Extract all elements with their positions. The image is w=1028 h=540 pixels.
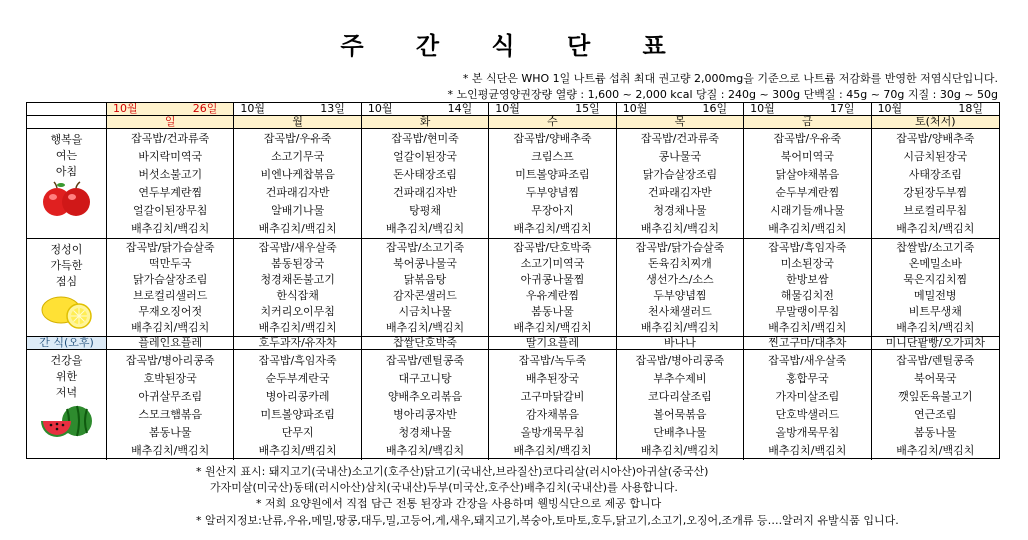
breakfast-label	[27, 129, 107, 239]
menu-item: 잡곡밥/닭가슴살죽	[125, 241, 215, 255]
menu-item: 치커리오이무침	[260, 304, 335, 318]
menu-item: 양배추오리볶음	[387, 389, 463, 403]
menu-item: 잡곡밥/닭가슴살죽	[635, 241, 725, 255]
menu-item: 올방개묵무침	[520, 425, 585, 439]
menu-item: 단무지	[281, 425, 314, 439]
menu-item: 탕평채	[409, 203, 441, 217]
menu-item: 잡곡밥/병아리콩죽	[635, 353, 725, 367]
menu-item: 미트볼양파조림	[260, 407, 335, 421]
menu-item: 버섯소불고기	[138, 168, 203, 182]
menu-item: 잡곡밥/흑임자죽	[258, 353, 337, 367]
date-month: 10월	[877, 103, 903, 115]
lunch-menu-thu	[617, 239, 744, 337]
menu-item: 잡곡밥/흑임자죽	[768, 241, 847, 255]
date-month: 10월	[113, 103, 138, 115]
menu-item: 배추김치/백김치	[131, 443, 210, 457]
menu-item: 배추김치/백김치	[640, 221, 719, 235]
menu-item: 돈육김치찌개	[648, 257, 712, 271]
origin-note: * 원산지 표시: 돼지고기(국내산)소고기(호주산)닭고기(국내산,브라질산)코다리살(러시아산)아귀살(중국산)	[196, 465, 709, 478]
menu-item: 부추수제비	[653, 371, 707, 385]
menu-item: 잡곡밥/양배추죽	[896, 132, 975, 146]
menu-item: 배추김치/백김치	[768, 443, 847, 457]
menu-item: 시금치나물	[398, 304, 452, 318]
menu-item: 배추김치/백김치	[258, 443, 337, 457]
menu-item: 볼어묵볶음	[653, 407, 707, 421]
menu-item: 미트볼양파조림	[515, 168, 590, 182]
menu-item: 브로컬리무침	[903, 203, 968, 217]
homemade-sauce-note: * 저희 요양원에서 직접 담근 전통 된장과 간장을 사용하며 웰빙식단으로 제공 합니다	[256, 497, 662, 510]
menu-item: 배추김치/백김치	[513, 221, 592, 235]
page-title: 주 간 식 단 표	[340, 32, 688, 60]
menu-item: 배추김치/백김치	[640, 320, 719, 334]
menu-item: 얼갈이된장무침	[133, 203, 208, 217]
snack-sat: 미니단팥빵/오가피차	[872, 337, 999, 350]
menu-item: 호박된장국	[143, 371, 197, 385]
date-cell-thu	[617, 103, 744, 116]
menu-item: 비엔나케찹볶음	[260, 168, 335, 182]
menu-item: 잡곡밥/우유죽	[773, 132, 842, 146]
breakfast-menu-fri	[744, 129, 871, 239]
date-month: 10월	[622, 103, 648, 115]
date-cell-wed	[489, 103, 616, 116]
menu-item: 잡곡밥/건과류죽	[640, 132, 719, 146]
menu-item: 연두부계란찜	[138, 185, 203, 199]
menu-item: 아귀콩나물찜	[520, 273, 585, 287]
menu-item: 아귀살무조림	[138, 389, 203, 403]
menu-item: 배추김치/백김치	[258, 320, 337, 334]
menu-item: 시금치된장국	[903, 150, 968, 164]
menu-item: 봄동된장국	[271, 257, 325, 271]
lemon-icon	[39, 290, 95, 330]
dinner-menu-fri	[744, 350, 871, 460]
menu-item: 소고기무국	[271, 150, 325, 164]
origin-note-continued: 가자미살(미국산)동태(러시아산)삼치(국내산)두부(미국산,호주산)배추김치(국내산)를 사용합니다.	[210, 481, 678, 494]
date-month: 10월	[495, 103, 520, 115]
dinner-label	[27, 350, 107, 460]
menu-item: 잡곡밥/병아리콩죽	[125, 353, 215, 367]
date-day: 16일	[702, 103, 728, 115]
snack-fri: 찐고구마/대추차	[744, 337, 871, 350]
date-day: 26일	[192, 103, 218, 115]
menu-item: 강된장두부찜	[903, 185, 968, 199]
menu-item: 브로컬리샐러드	[133, 288, 208, 302]
menu-item: 돈사태장조림	[393, 168, 457, 182]
lunch-menu-fri	[744, 239, 871, 337]
menu-item: 두부양념찜	[653, 288, 707, 302]
menu-item: 우유계란찜	[525, 288, 580, 302]
menu-item: 잡곡밥/단호박죽	[513, 241, 592, 255]
menu-item: 건파래김자반	[265, 185, 330, 199]
menu-item: 배추김치/백김치	[386, 320, 465, 334]
menu-item: 크림스프	[531, 150, 574, 164]
menu-item: 배추김치/백김치	[640, 443, 719, 457]
menu-item: 가자미살조림	[775, 389, 840, 403]
menu-item: 건파래김자반	[393, 185, 457, 199]
label-line: 여는	[55, 149, 78, 162]
label-line: 저녁	[55, 386, 78, 399]
snack-wed: 딸기요플레	[489, 337, 616, 350]
label-line: 위한	[55, 370, 78, 383]
menu-item: 알배기나물	[271, 203, 325, 217]
label-line: 정성이	[50, 243, 83, 256]
weekday-fri: 금	[744, 116, 871, 129]
menu-item: 홍합무국	[786, 371, 829, 385]
menu-item: 잡곡밥/우유죽	[263, 132, 332, 146]
dinner-menu-sat	[872, 350, 999, 460]
weekday-sun: 일	[107, 116, 234, 129]
menu-item: 배추된장국	[525, 371, 580, 385]
menu-item: 배추김치/백김치	[768, 221, 847, 235]
menu-item: 북어미역국	[780, 150, 834, 164]
menu-item: 잡곡밥/양배추죽	[513, 132, 592, 146]
menu-item: 북어묵국	[914, 371, 957, 385]
date-month: 10월	[240, 103, 266, 115]
menu-item: 메밀전병	[914, 288, 957, 302]
menu-item: 배추김치/백김치	[513, 320, 592, 334]
menu-item: 닭볶음탕	[403, 273, 447, 287]
weekday-wed: 수	[489, 116, 616, 129]
dinner-menu-tue	[362, 350, 489, 460]
menu-item: 미소된장국	[780, 257, 834, 271]
date-cell-tue	[362, 103, 489, 116]
apple-icon	[40, 180, 94, 218]
lunch-menu-tue	[362, 239, 489, 337]
weekday-thu: 목	[617, 116, 744, 129]
breakfast-menu-tue	[362, 129, 489, 239]
weekday-mon: 월	[234, 116, 361, 129]
lunch-menu-sun	[107, 239, 234, 337]
date-day: 14일	[447, 103, 473, 115]
label-line: 점심	[55, 275, 78, 288]
menu-item: 잡곡밥/건과류죽	[131, 132, 210, 146]
date-day: 17일	[829, 103, 855, 115]
menu-item: 대구고니탕	[398, 371, 452, 385]
menu-item: 순두부계란국	[265, 371, 330, 385]
menu-item: 배추김치/백김치	[896, 320, 975, 334]
menu-item: 무장아지	[531, 203, 574, 217]
menu-item: 사태장조림	[908, 168, 962, 182]
corner-cell	[27, 103, 107, 116]
menu-item: 배추김치/백김치	[513, 443, 592, 457]
dinner-menu-thu	[617, 350, 744, 460]
weekday-tue: 화	[362, 116, 489, 129]
menu-item: 순두부계란찜	[775, 185, 840, 199]
menu-item: 온메밀소바	[908, 257, 962, 271]
menu-item: 배추김치/백김치	[131, 320, 210, 334]
snack-label: 간 식(오후)	[27, 337, 107, 350]
lunch-menu-sat	[872, 239, 999, 337]
menu-item: 천사채샐러드	[648, 304, 712, 318]
menu-item: 한식잡채	[276, 288, 319, 302]
date-cell-sat	[872, 103, 999, 116]
menu-item: 깻잎돈육불고기	[898, 389, 973, 403]
lunch-label	[27, 239, 107, 337]
menu-item: 해물김치전	[780, 288, 834, 302]
menu-item: 닭가슴살장조림	[642, 168, 718, 182]
weekday-sat: 토(처서)	[872, 116, 999, 129]
menu-item: 스모크햄볶음	[138, 407, 203, 421]
date-day: 15일	[575, 103, 600, 115]
menu-item: 건파래김자반	[648, 185, 712, 199]
lunch-menu-wed	[489, 239, 616, 337]
menu-item: 떡만두국	[148, 257, 192, 271]
date-cell-mon	[234, 103, 361, 116]
date-day: 18일	[958, 103, 983, 115]
sodium-note: * 본 식단은 WHO 1일 나트륨 섭취 최대 권고량 2,000mg을 기준으로 나트륨 저감화를 반영한 저염식단입니다.	[462, 72, 998, 85]
snack-tue: 찹쌀단호박죽	[362, 337, 489, 350]
menu-item: 시래기들깨나물	[770, 203, 845, 217]
menu-item: 청경채나물	[398, 425, 452, 439]
menu-item: 잡곡밥/현미죽	[391, 132, 459, 146]
menu-item: 닭살야채볶음	[775, 168, 840, 182]
breakfast-menu-wed	[489, 129, 616, 239]
menu-item: 단배추나물	[653, 425, 707, 439]
label-line: 건강을	[50, 354, 83, 367]
menu-item: 묵은지김치찜	[903, 273, 968, 287]
snack-thu: 바나나	[617, 337, 744, 350]
watermelon-icon	[37, 401, 97, 441]
label-line: 행복을	[50, 133, 83, 146]
date-day: 13일	[320, 103, 345, 115]
menu-item: 감자콘샐러드	[393, 288, 457, 302]
menu-item: 배추김치/백김치	[131, 221, 210, 235]
menu-item: 청경채돈불고기	[260, 273, 335, 287]
snack-mon: 호두과자/유자차	[234, 337, 361, 350]
breakfast-menu-sun	[107, 129, 234, 239]
menu-item: 비트무생채	[908, 304, 962, 318]
menu-item: 연근조림	[914, 407, 957, 421]
menu-item: 봄동나물	[148, 425, 192, 439]
snack-sun: 플레인요플레	[107, 337, 234, 350]
menu-item: 올방개묵무침	[775, 425, 840, 439]
menu-item: 바지락미역국	[138, 150, 203, 164]
menu-item: 코다리살조림	[648, 389, 712, 403]
menu-item: 생선가스/소스	[646, 273, 714, 287]
menu-item: 무말랭이무침	[775, 304, 840, 318]
menu-item: 잡곡밥/렌틸콩죽	[386, 353, 465, 367]
menu-item: 배추김치/백김치	[258, 221, 337, 235]
menu-item: 소고기미역국	[520, 257, 585, 271]
menu-item: 감자채볶음	[525, 407, 580, 421]
menu-item: 배추김치/백김치	[386, 221, 465, 235]
menu-item: 닭가슴살장조림	[133, 273, 208, 287]
date-cell-fri	[744, 103, 871, 116]
menu-item: 청경채나물	[653, 203, 707, 217]
date-month: 10월	[750, 103, 775, 115]
lunch-menu-mon	[234, 239, 361, 337]
weekly-menu-table	[26, 102, 1000, 459]
menu-item: 한방보쌈	[786, 273, 829, 287]
menu-item: 찹쌀밥/소고기죽	[896, 241, 975, 255]
menu-item: 콩나물국	[658, 150, 702, 164]
date-month: 10월	[367, 103, 393, 115]
dinner-menu-wed	[489, 350, 616, 460]
menu-item: 잡곡밥/녹두죽	[518, 353, 587, 367]
menu-item: 병아리콩자반	[393, 407, 457, 421]
breakfast-menu-sat	[872, 129, 999, 239]
breakfast-menu-thu	[617, 129, 744, 239]
menu-item: 무재오징어젓	[138, 304, 203, 318]
menu-item: 잡곡밥/소고기죽	[386, 241, 465, 255]
dinner-menu-sun	[107, 350, 234, 460]
menu-item: 잡곡밥/렌틸콩죽	[896, 353, 975, 367]
menu-item: 배추김치/백김치	[386, 443, 465, 457]
date-cell-sun	[107, 103, 234, 116]
corner-cell	[27, 116, 107, 129]
menu-item: 봄동나물	[914, 425, 957, 439]
menu-item: 잡곡밥/새우살죽	[768, 353, 847, 367]
label-line: 아침	[55, 165, 78, 178]
menu-item: 병아리콩카레	[265, 389, 330, 403]
label-line: 가득한	[50, 259, 83, 272]
nutrition-note: * 노인평균영양권장량 열량 : 1,600 ~ 2,000 kcal 당질 : 240g ~ 300g 단백질 : 45g ~ 70g 지질 : 30g ~ 50g	[447, 88, 998, 101]
breakfast-menu-mon	[234, 129, 361, 239]
menu-item: 봄동나물	[531, 304, 574, 318]
allergy-note: * 알러지정보:난류,우유,메밀,땅콩,대두,밀,고등어,게,새우,돼지고기,복숭아,토마토,호두,닭고기,소고기,오징어,조개류 등….알러지 유발식품 입니다.	[196, 514, 899, 527]
menu-item: 북어콩나물국	[393, 257, 457, 271]
menu-item: 고구마닭갈비	[520, 389, 585, 403]
menu-item: 배추김치/백김치	[896, 221, 975, 235]
dinner-menu-mon	[234, 350, 361, 460]
menu-item: 두부양념찜	[525, 185, 580, 199]
menu-item: 단호박샐러드	[775, 407, 840, 421]
menu-item: 배추김치/백김치	[768, 320, 847, 334]
menu-item: 배추김치/백김치	[896, 443, 975, 457]
menu-item: 잡곡밥/새우살죽	[258, 241, 337, 255]
menu-item: 얼갈이된장국	[393, 150, 457, 164]
